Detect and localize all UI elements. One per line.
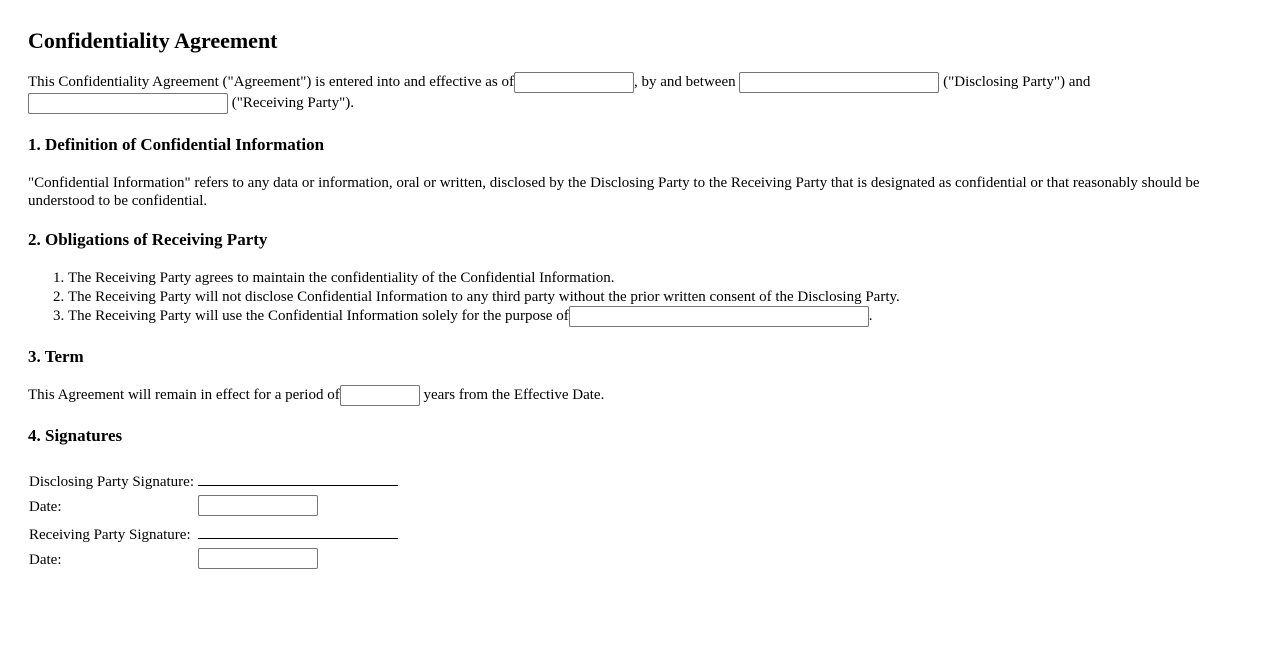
term-text-1: This Agreement will remain in effect for a period of bbox=[28, 387, 340, 404]
list-item bbox=[68, 288, 1250, 307]
intro-text-4: ("Receiving Party"). bbox=[231, 95, 354, 112]
section-1-heading: 1. Definition of Confidential Information bbox=[28, 135, 325, 155]
effective-date-input[interactable] bbox=[514, 72, 634, 93]
receiving-date-label: Date: bbox=[29, 552, 62, 569]
disclosing-date-input[interactable] bbox=[198, 495, 318, 516]
disclosing-date-label: Date: bbox=[29, 499, 62, 516]
obligation-text-3-end: . bbox=[868, 308, 873, 325]
disclosing-party-input[interactable] bbox=[739, 72, 939, 93]
receiving-signature-label: Receiving Party Signature: bbox=[29, 527, 191, 544]
page-title: Confidentiality Agreement bbox=[28, 28, 278, 53]
term-years-input[interactable] bbox=[340, 385, 420, 406]
definition-text: "Confidential Information" refers to any data or information, oral or written, disclosed by the Disclosing Party to the Receiving Party that is designated as confidential or that reasonably should be understood to be confidential. bbox=[28, 175, 1200, 210]
purpose-input[interactable] bbox=[569, 306, 869, 327]
intro-text-3: ("Disclosing Party") and bbox=[943, 74, 1091, 90]
list-item bbox=[68, 269, 1250, 288]
term-text-2: years from the Effective Date. bbox=[423, 387, 605, 404]
intro-paragraph bbox=[28, 72, 1250, 114]
obligation-text-1: The Receiving Party agrees to maintain the confidentiality of the Confidential Information. bbox=[68, 270, 615, 287]
receiving-signature-line[interactable] bbox=[198, 520, 398, 539]
list-item bbox=[68, 306, 1250, 327]
obligation-text-2: The Receiving Party will not disclose Confidential Information to any third party without the prior written consent of the Disclosing Party. bbox=[68, 288, 900, 305]
obligations-list bbox=[28, 269, 1250, 327]
section-4-heading: 4. Signatures bbox=[28, 426, 123, 446]
section-3-heading: 3. Term bbox=[28, 347, 84, 367]
section-2-heading: 2. Obligations of Receiving Party bbox=[28, 230, 268, 250]
intro-text-1: This Confidentiality Agreement ("Agreement") is entered into and effective as of bbox=[28, 74, 514, 90]
disclosing-signature-label: Disclosing Party Signature: bbox=[29, 474, 194, 491]
signatures-table bbox=[26, 464, 401, 572]
obligation-text-3: The Receiving Party will use the Confidential Information solely for the purpose of bbox=[68, 308, 569, 325]
term-paragraph bbox=[28, 385, 1250, 406]
receiving-date-input[interactable] bbox=[198, 548, 318, 569]
intro-text-2: , by and between bbox=[633, 74, 736, 90]
disclosing-signature-line[interactable] bbox=[198, 467, 398, 486]
receiving-party-input[interactable] bbox=[28, 93, 228, 114]
